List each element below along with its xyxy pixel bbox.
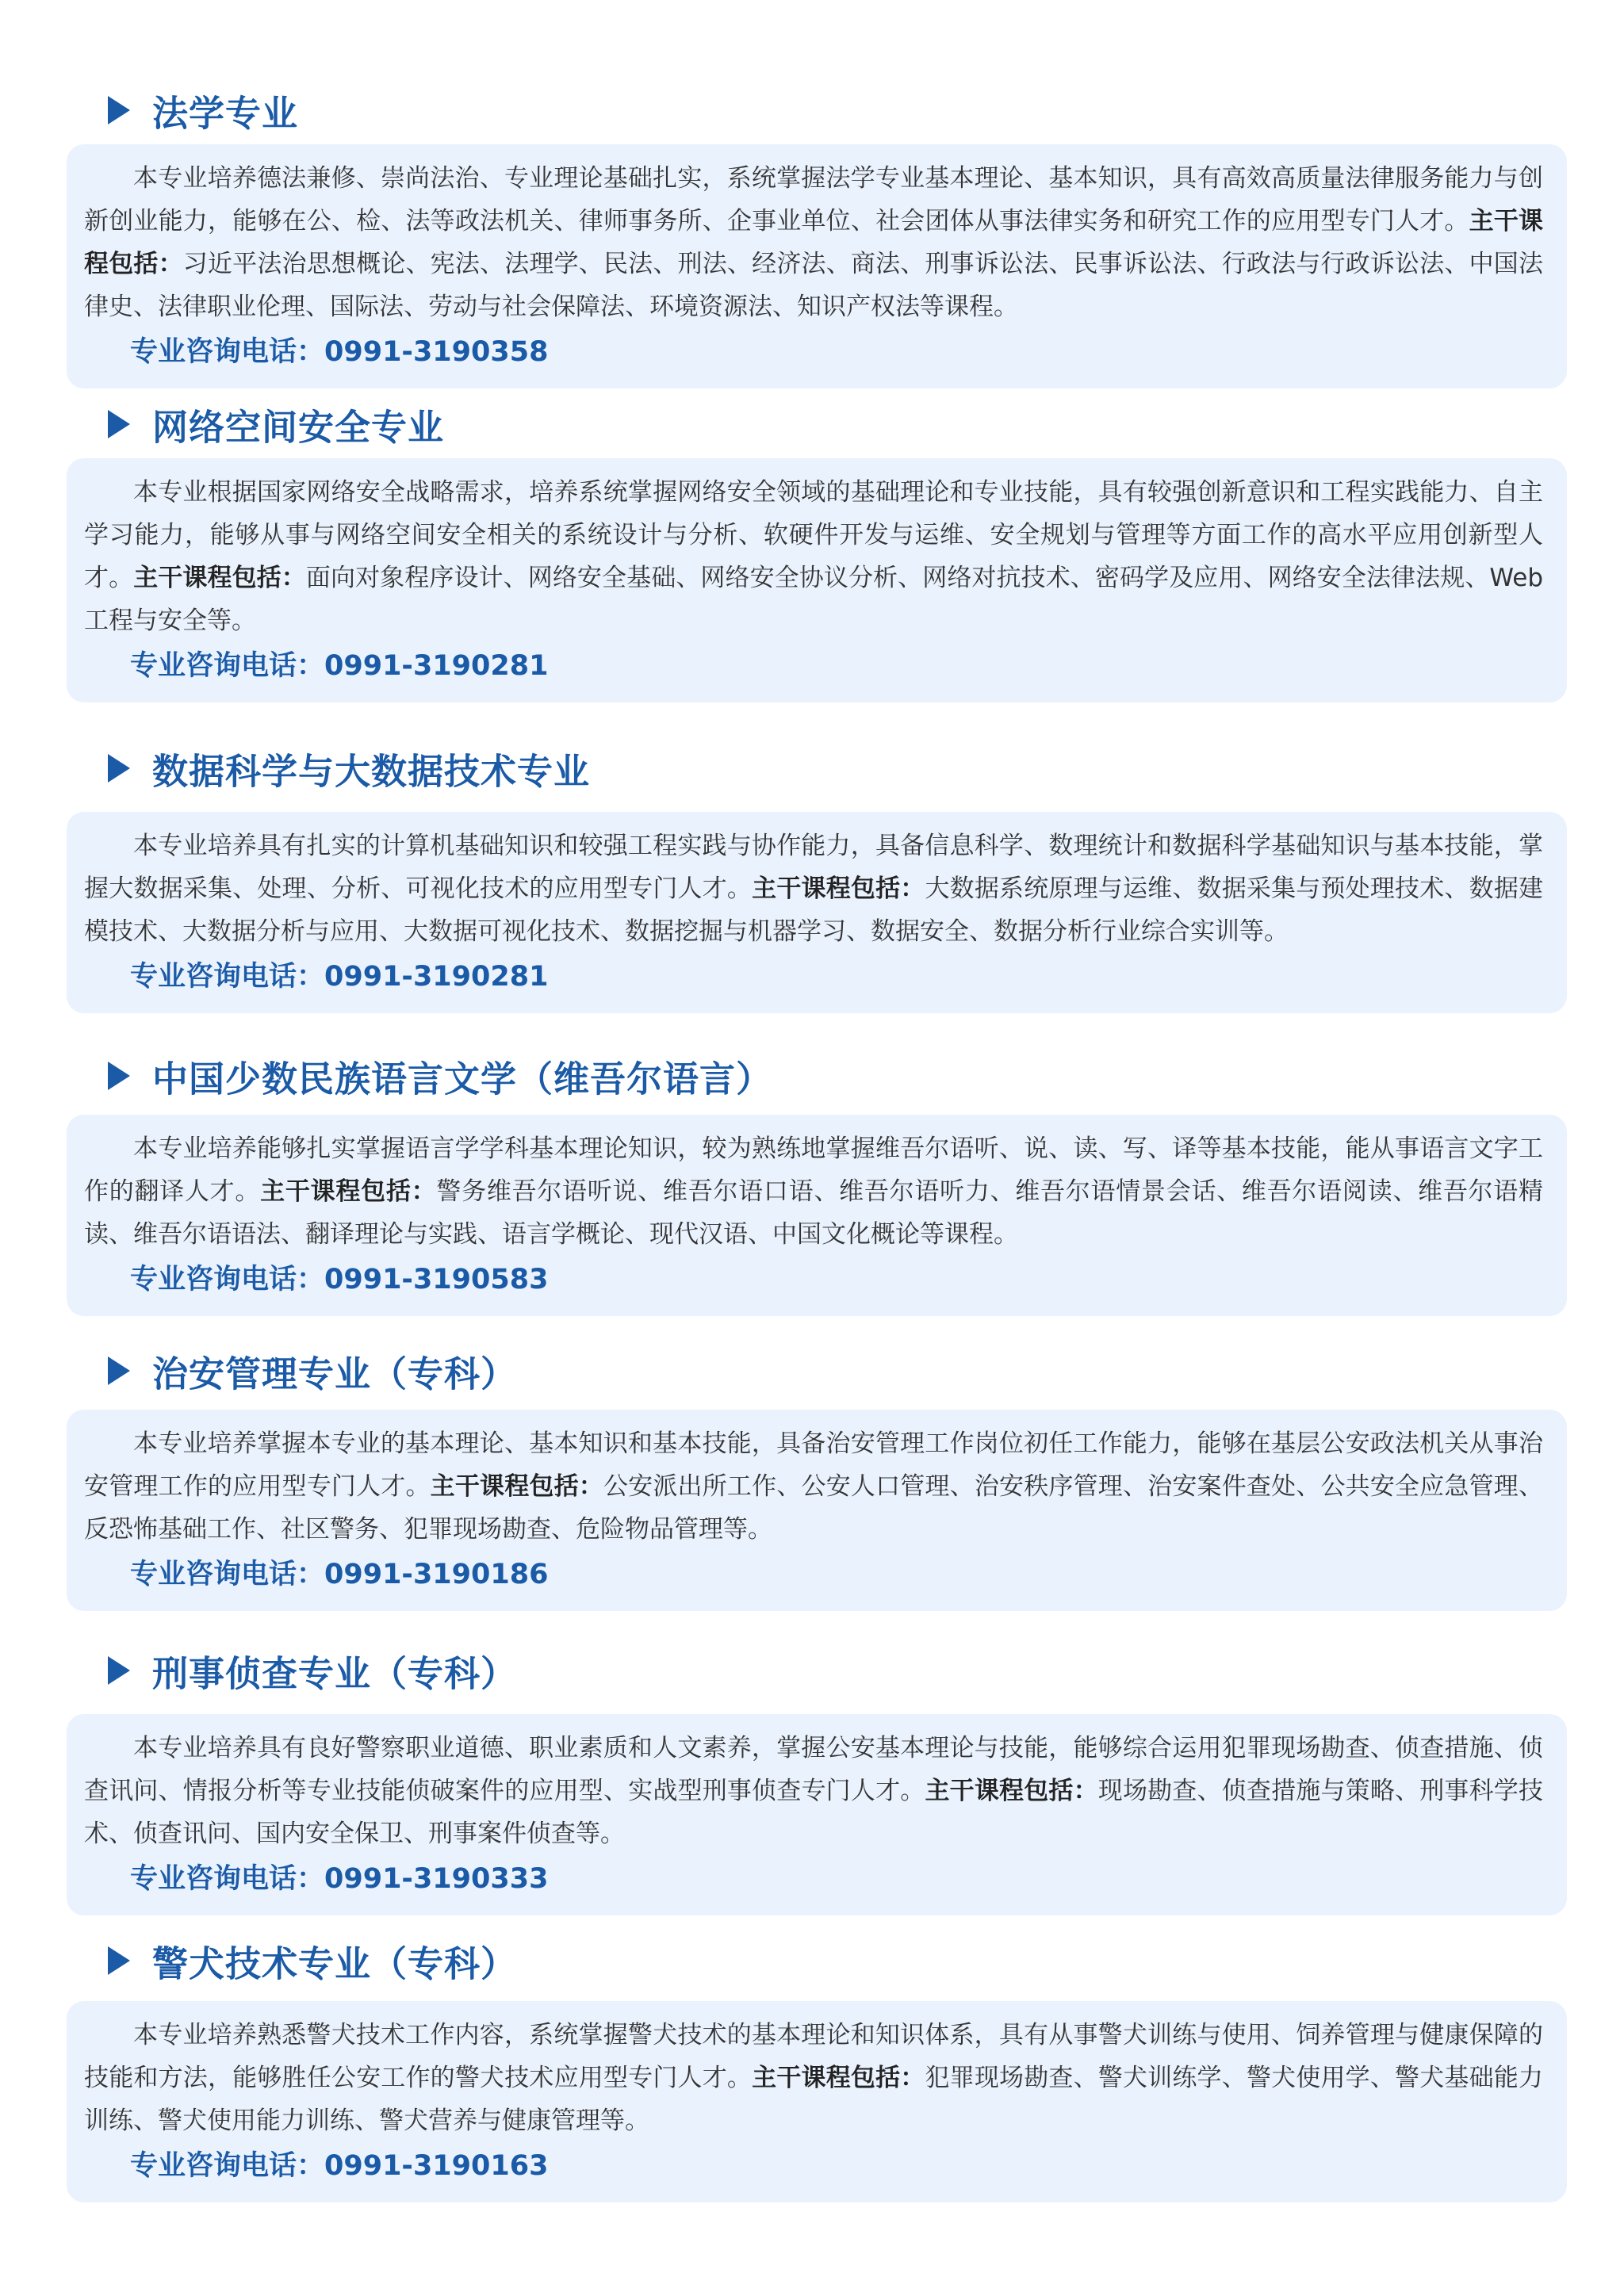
phone-number[interactable]: 0991-3190358 xyxy=(324,336,549,368)
phone-label: 专业咨询电话： xyxy=(130,336,325,368)
consult-phone xyxy=(84,955,1543,999)
section-heading xyxy=(67,82,1567,138)
play-triangle-icon xyxy=(108,1062,130,1090)
section-heading xyxy=(67,1643,1567,1698)
section-title: 中国少数民族语言文学（维吾尔语言） xyxy=(152,1058,773,1100)
description-card xyxy=(67,144,1567,388)
courses-keyword: 主干课程包括： xyxy=(84,207,1544,278)
section-heading xyxy=(67,396,1567,452)
section-heading xyxy=(67,1048,1567,1104)
description-intro: 本专业培养掌握本专业的基本理论、基本知识和基本技能，具备治安管理工作岗位初任工作能力，能够在基层公安政法机关从事治安管理工作的应用型专门人才。 xyxy=(84,1429,1543,1501)
major-section-police-dog-technology xyxy=(67,1933,1567,2202)
consult-phone xyxy=(84,1257,1543,1302)
play-triangle-icon xyxy=(108,1656,130,1685)
courses-list: 现场勘查、侦查措施与策略、刑事科学技术、侦查讯问、国内安全保卫、刑事案件侦查等。 xyxy=(84,1777,1544,1848)
description-text xyxy=(84,471,1543,642)
courses-keyword: 主干课程包括： xyxy=(133,564,306,592)
major-section-law xyxy=(67,82,1567,388)
phone-label: 专业咨询电话： xyxy=(130,1264,325,1295)
section-heading xyxy=(67,740,1567,796)
description-card xyxy=(67,1714,1567,1915)
major-section-cyberspace-security xyxy=(67,396,1567,702)
courses-keyword: 主干课程包括： xyxy=(752,874,925,903)
phone-number[interactable]: 0991-3190163 xyxy=(324,2150,549,2182)
courses-keyword: 主干课程包括： xyxy=(260,1177,437,1206)
phone-number[interactable]: 0991-3190333 xyxy=(324,1863,549,1895)
description-text xyxy=(84,1127,1543,1256)
phone-label: 专业咨询电话： xyxy=(130,650,325,682)
section-heading xyxy=(67,1343,1567,1399)
description-card xyxy=(67,2001,1567,2202)
consult-phone xyxy=(84,1552,1543,1597)
consult-phone xyxy=(84,2144,1543,2188)
phone-label: 专业咨询电话： xyxy=(130,1863,325,1895)
courses-list: 犯罪现场勘查、警犬训练学、警犬使用学、警犬基础能力训练、警犬使用能力训练、警犬营养与健康管理等。 xyxy=(84,2064,1544,2135)
phone-number[interactable]: 0991-3190281 xyxy=(324,961,549,993)
consult-phone xyxy=(84,330,1543,374)
section-heading xyxy=(67,1933,1567,1988)
major-section-criminal-investigation xyxy=(67,1643,1567,1915)
consult-phone xyxy=(84,644,1543,688)
play-triangle-icon xyxy=(108,754,130,783)
consult-phone xyxy=(84,1857,1543,1901)
courses-list: 面向对象程序设计、网络安全基础、网络安全协议分析、网络对抗技术、密码学及应用、网络安全法律法规、Web工程与安全等。 xyxy=(84,564,1544,635)
play-triangle-icon xyxy=(108,96,130,124)
section-title: 治安管理专业（专科） xyxy=(152,1353,518,1395)
description-card xyxy=(67,1115,1567,1316)
section-title: 法学专业 xyxy=(152,92,299,135)
play-triangle-icon xyxy=(108,410,130,438)
courses-keyword: 主干课程包括： xyxy=(925,1777,1098,1805)
description-text xyxy=(84,1422,1543,1551)
courses-keyword: 主干课程包括： xyxy=(430,1472,603,1501)
description-card xyxy=(67,812,1567,1013)
description-text xyxy=(84,157,1543,328)
description-text xyxy=(84,2014,1543,2142)
description-text xyxy=(84,1727,1543,1855)
play-triangle-icon xyxy=(108,1946,130,1975)
courses-list: 大数据系统原理与运维、数据采集与预处理技术、数据建模技术、大数据分析与应用、大数据可视化技术、数据挖掘与机器学习、数据安全、数据分析行业综合实训等。 xyxy=(84,874,1544,946)
description-card xyxy=(67,1410,1567,1611)
play-triangle-icon xyxy=(108,1357,130,1385)
major-section-uyghur-language xyxy=(67,1048,1567,1316)
description-intro: 本专业培养能够扎实掌握语言学学科基本理论知识，较为熟练地掌握维吾尔语听、说、读、写、译等基本技能，能从事语言文字工作的翻译人才。 xyxy=(84,1135,1543,1206)
courses-list: 警务维吾尔语听说、维吾尔语口语、维吾尔语听力、维吾尔语情景会话、维吾尔语阅读、维吾尔语精读、维吾尔语语法、翻译理论与实践、语言学概论、现代汉语、中国文化概论等课程。 xyxy=(84,1177,1544,1249)
courses-keyword: 主干课程包括： xyxy=(752,2064,925,2092)
phone-number[interactable]: 0991-3190583 xyxy=(324,1264,549,1295)
phone-label: 专业咨询电话： xyxy=(130,2150,325,2182)
courses-list: 习近平法治思想概论、宪法、法理学、民法、刑法、经济法、商法、刑事诉讼法、民事诉讼法、行政法与行政诉讼法、中国法律史、法律职业伦理、国际法、劳动与社会保障法、环境资源法、知识产权法等课程。 xyxy=(84,250,1544,321)
description-intro: 本专业根据国家网络安全战略需求，培养系统掌握网络安全领域的基础理论和专业技能，具有较强创新意识和工程实践能力、自主学习能力，能够从事与网络空间安全相关的系统设计与分析、软硬件开发与运维、安全规划与管理等方面工作的高水平应用创新型人才。 xyxy=(84,478,1543,592)
section-title: 网络空间安全专业 xyxy=(152,406,445,449)
phone-number[interactable]: 0991-3190281 xyxy=(324,650,549,682)
description-intro: 本专业培养具有良好警察职业道德、职业素质和人文素养，掌握公安基本理论与技能，能够综合运用犯罪现场勘查、侦查措施、侦查讯问、情报分析等专业技能侦破案件的应用型、实战型刑事侦查专门人才。 xyxy=(84,1734,1543,1805)
section-title: 数据科学与大数据技术专业 xyxy=(152,750,591,793)
phone-label: 专业咨询电话： xyxy=(130,1559,325,1590)
phone-label: 专业咨询电话： xyxy=(130,961,325,993)
courses-list: 公安派出所工作、公安人口管理、治安秩序管理、治安案件查处、公共安全应急管理、反恐怖基础工作、社区警务、犯罪现场勘查、危险物品管理等。 xyxy=(84,1472,1543,1544)
description-intro: 本专业培养具有扎实的计算机基础知识和较强工程实践与协作能力，具备信息科学、数理统计和数据科学基础知识与基本技能，掌握大数据采集、处理、分析、可视化技术的应用型专门人才。 xyxy=(84,832,1543,903)
major-section-data-science xyxy=(67,740,1567,1013)
description-card xyxy=(67,458,1567,702)
description-text xyxy=(84,825,1543,953)
major-section-public-security-management xyxy=(67,1343,1567,1611)
description-intro: 本专业培养德法兼修、崇尚法治、专业理论基础扎实，系统掌握法学专业基本理论、基本知识，具有高效高质量法律服务能力与创新创业能力，能够在公、检、法等政法机关、律师事务所、企事业单位、社会团体从事法律实务和研究工作的应用型专门人才。 xyxy=(84,164,1543,235)
section-title: 警犬技术专业（专科） xyxy=(152,1942,518,1985)
phone-number[interactable]: 0991-3190186 xyxy=(324,1559,549,1590)
description-intro: 本专业培养熟悉警犬技术工作内容，系统掌握警犬技术的基本理论和知识体系，具有从事警犬训练与使用、饲养管理与健康保障的技能和方法，能够胜任公安工作的警犬技术应用型专门人才。 xyxy=(84,2021,1543,2092)
section-title: 刑事侦查专业（专科） xyxy=(152,1652,518,1695)
